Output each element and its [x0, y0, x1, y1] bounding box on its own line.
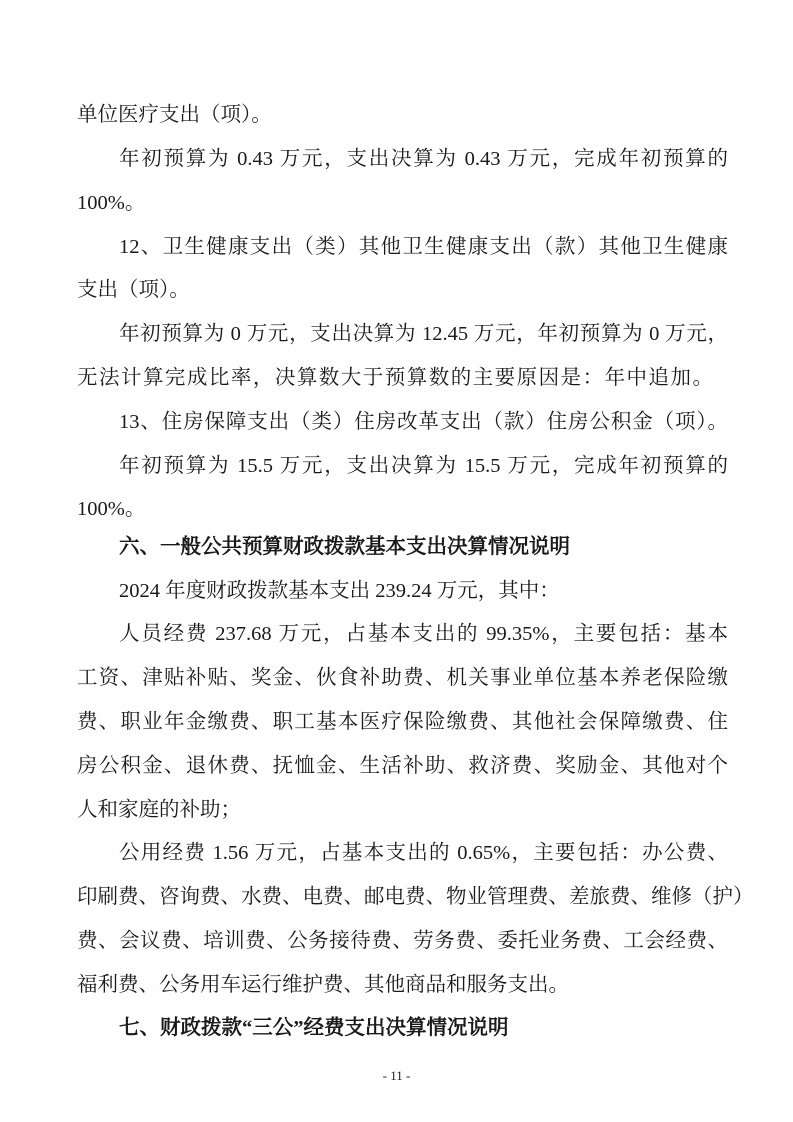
body-text-line: 费、职业年金缴费、职工基本医疗保险缴费、其他社会保障缴费、住	[77, 711, 728, 733]
body-text-line: 100%。	[77, 498, 146, 520]
page-number: - 11 -	[382, 1068, 411, 1083]
body-text-line: 13、住房保障支出（类）住房改革支出（款）住房公积金（项）。	[119, 411, 728, 433]
body-text-line: 支出（项）。	[77, 279, 190, 301]
body-text-line: 福利费、公务用车运行维护费、其他商品和服务支出。	[77, 974, 569, 996]
body-text-line: 无法计算完成比率，决算数大于预算数的主要原因是：年中追加。	[77, 367, 713, 389]
body-text-line: 年初预算为 0 万元，支出决算为 12.45 万元，年初预算为 0 万元，	[119, 323, 728, 345]
body-text-line: 工资、津贴补贴、奖金、伙食补助费、机关事业单位基本养老保险缴	[77, 667, 728, 689]
body-text-line: 年初预算为 0.43 万元，支出决算为 0.43 万元，完成年初预算的	[119, 148, 728, 170]
body-text-line: 2024 年度财政拨款基本支出 239.24 万元，其中：	[119, 580, 560, 602]
body-text-line: 房公积金、退休费、抚恤金、生活补助、救济费、奖励金、其他对个	[77, 755, 728, 777]
body-text-line: 费、会议费、培训费、公务接待费、劳务费、委托业务费、工会经费、	[77, 930, 728, 952]
section-heading: 六、一般公共预算财政拨款基本支出决算情况说明	[119, 536, 570, 558]
body-text-line: 人员经费 237.68 万元，占基本支出的 99.35%，主要包括：基本	[119, 623, 728, 645]
body-text-line: 印刷费、咨询费、水费、电费、邮电费、物业管理费、差旅费、维修（护）	[77, 886, 754, 908]
body-text-line: 公用经费 1.56 万元，占基本支出的 0.65%，主要包括：办公费、	[119, 842, 728, 864]
body-text-line: 100%。	[77, 192, 146, 214]
body-text-line: 单位医疗支出（项）。	[77, 104, 272, 126]
body-text-line: 人和家庭的补助；	[77, 799, 241, 821]
body-text-line: 年初预算为 15.5 万元，支出决算为 15.5 万元，完成年初预算的	[119, 455, 728, 477]
section-heading: 七、财政拨款“三公”经费支出决算情况说明	[119, 1017, 509, 1039]
body-text-line: 12、卫生健康支出（类）其他卫生健康支出（款）其他卫生健康	[119, 236, 728, 258]
